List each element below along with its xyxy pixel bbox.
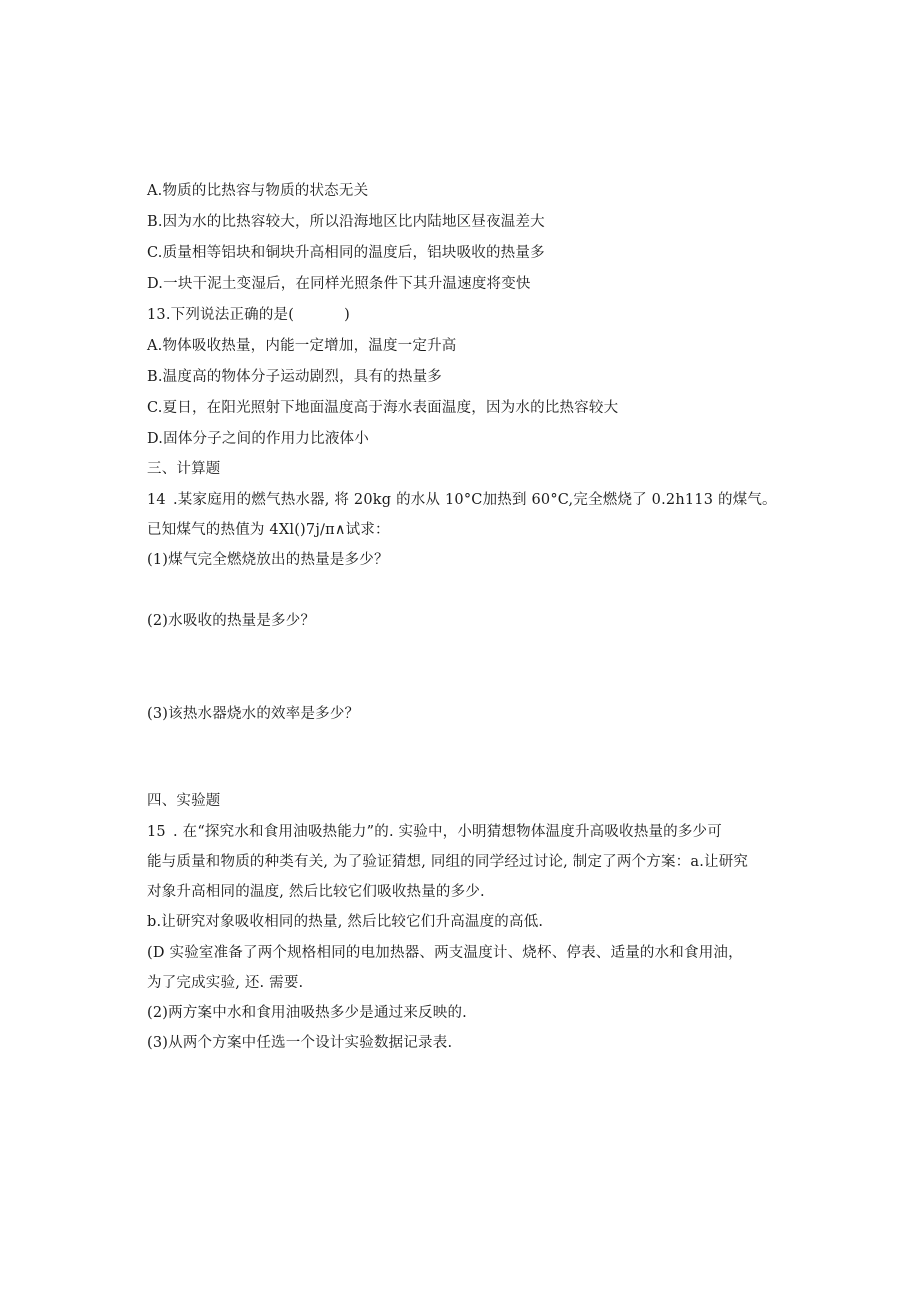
q14-line-2: 已知煤气的热值为 4Xl()7j∕π∧试求： [147,522,390,538]
q12-option-b: B.因为水的比热容较大，所以沿海地区比内陆地区昼夜温差大 [147,214,545,230]
q12-option-c: C.质量相等铝块和铜块升高相同的温度后，铝块吸收的热量多 [147,245,545,261]
q13-stem-start: 13.下列说法正确的是( [147,307,295,323]
q14-line-1 [147,490,777,510]
q12-option-a: A.物质的比热容与物质的状态无关 [147,183,369,199]
q13-option-d: D.固体分子之间的作用力比液体小 [147,431,369,447]
q14-sub-2: (2)水吸收的热量是多少？ [147,613,316,629]
q13-stem [147,305,350,325]
q15-line-6: 为了完成实验, 还. 需要. [147,975,304,991]
q15-number: 15 [147,824,166,840]
q15-line-2: 能与质量和物质的种类有关, 为了验证猜想, 同组的同学经过讨论, 制定了两个方案：a.让研究 [147,854,749,870]
q15-line-5: (D 实验室准备了两个规格相同的电加热器、两支温度计、烧杯、停表、适量的水和食用油， [147,945,743,961]
q15-line-7: (2)两方案中水和食用油吸热多少是通过来反映的. [147,1005,467,1021]
q13-option-a: A.物体吸收热量，内能一定增加，温度一定升高 [147,338,457,354]
q15-line-1 [147,822,722,842]
q13-stem-end: ) [344,307,350,323]
q15-line-8: (3)从两个方案中任选一个设计实验数据记录表. [147,1035,453,1051]
q14-sub-3: (3)该热水器烧水的效率是多少？ [147,706,360,722]
q15-line-4: b.让研究对象吸收相同的热量, 然后比较它们升高温度的高低. [147,914,544,930]
section-4-title: 四、实验题 [147,793,221,809]
q15-line-3: 对象升高相同的温度, 然后比较它们吸收热量的多少. [147,884,485,900]
q14-text-1: .某家庭用的燃气热水器, 将 20kg 的水从 10°C加热到 60°C,完全燃烧了 0.2h113 的煤气。 [173,492,777,508]
q13-option-c: C.夏日，在阳光照射下地面温度高于海水表面温度，因为水的比热容较大 [147,400,619,416]
q14-sub-1: (1)煤气完全燃烧放出的热量是多少？ [147,552,389,568]
q14-number: 14 [147,492,166,508]
q15-text-1: . 在“探究水和食用油吸热能力”的. 实验中，小明猜想物体温度升高吸收热量的多少可 [173,824,722,840]
q13-option-b: B.温度高的物体分子运动剧烈，具有的热量多 [147,369,442,385]
q12-option-d: D.一块干泥土变湿后，在同样光照条件下其升温速度将变快 [147,276,531,292]
section-3-title: 三、计算题 [147,461,221,477]
